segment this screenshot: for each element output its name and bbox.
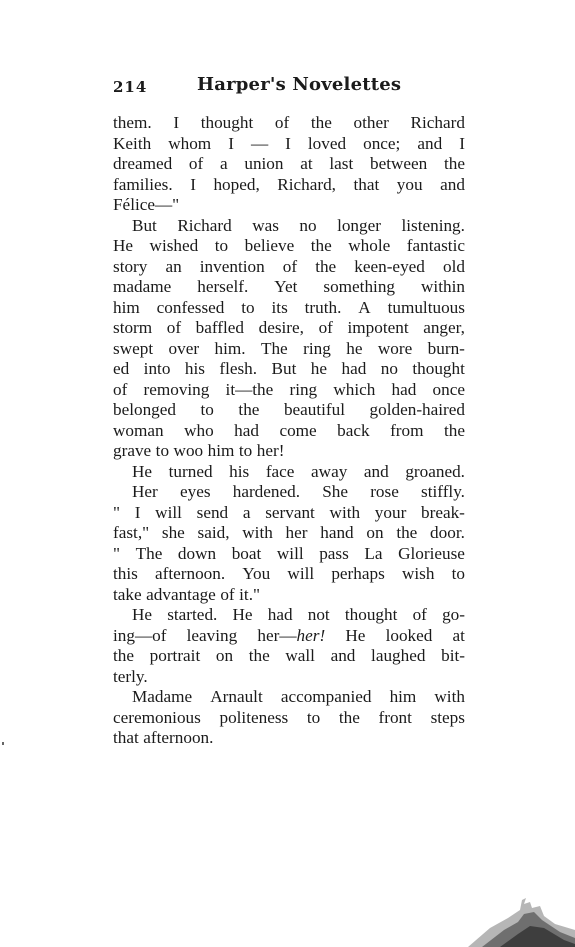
text-line	[113, 708, 465, 729]
word: the	[315, 256, 337, 276]
word: leaving	[186, 625, 238, 645]
word: storm	[113, 318, 153, 337]
word: eyes	[179, 482, 211, 501]
word: was	[252, 215, 279, 235]
word: golden-haired	[369, 400, 465, 419]
word: La	[364, 543, 383, 563]
word: that	[353, 174, 380, 194]
word: thought	[412, 359, 465, 378]
text-line	[113, 626, 465, 647]
word: thought	[200, 113, 254, 132]
word: I	[134, 502, 141, 522]
word: the	[396, 523, 418, 542]
word: to	[241, 297, 255, 317]
word: "	[113, 543, 121, 563]
word: anger,	[423, 318, 465, 337]
word: The	[260, 338, 288, 358]
word: ceremonious	[113, 707, 201, 727]
word: once	[432, 379, 465, 399]
text-line	[113, 462, 465, 483]
text-line	[113, 216, 465, 237]
word: wished	[149, 236, 199, 255]
word: I	[285, 133, 291, 153]
word: dreamed	[113, 154, 173, 173]
word: You	[242, 564, 271, 583]
word: she	[161, 523, 185, 542]
word: hoped,	[213, 174, 260, 194]
body-text	[113, 113, 465, 749]
word: wore	[377, 338, 413, 358]
word: and	[440, 174, 465, 194]
word: to	[306, 707, 321, 727]
word: with	[434, 687, 465, 706]
word: baffled	[195, 318, 245, 337]
word: the	[113, 646, 134, 665]
word: and	[417, 133, 443, 153]
word: looked	[385, 625, 433, 645]
word: started.	[167, 605, 218, 624]
word: had	[267, 605, 293, 624]
word: Glorieuse	[398, 543, 465, 563]
word: flesh.	[219, 359, 258, 378]
word: pass	[319, 543, 349, 563]
word: a	[219, 154, 228, 173]
word: impotent	[347, 318, 409, 337]
word: to	[155, 441, 170, 460]
word: his	[184, 359, 205, 378]
word: to	[214, 236, 229, 255]
word: burn-	[427, 338, 465, 358]
word: at	[300, 154, 313, 173]
word: other	[353, 113, 389, 132]
word: its	[271, 297, 288, 317]
text-line	[113, 277, 465, 298]
word: removing	[143, 379, 210, 399]
word: advantage	[146, 584, 216, 604]
word: ing—of	[113, 625, 167, 645]
text-line	[113, 175, 465, 196]
word: grave	[113, 441, 152, 460]
page-number: 214	[113, 78, 148, 96]
word: the	[443, 154, 465, 173]
word: He	[132, 461, 153, 481]
word: on	[366, 523, 384, 542]
word: story	[113, 256, 148, 276]
word: away	[311, 461, 348, 481]
word: loved	[307, 133, 347, 153]
word: A	[358, 297, 371, 317]
word: the	[310, 113, 332, 132]
word: afternoon.	[155, 564, 226, 583]
word: him	[389, 687, 417, 706]
word: door.	[430, 523, 465, 542]
word: belonged	[113, 400, 177, 419]
word: "	[113, 502, 121, 522]
word: He	[345, 625, 366, 645]
text-line	[113, 728, 465, 749]
text-line	[113, 359, 465, 380]
text-line	[113, 605, 465, 626]
word: wall	[285, 646, 315, 665]
stray-ink-mark	[2, 742, 4, 745]
word: invention	[199, 256, 265, 276]
text-line	[113, 667, 465, 688]
word: an	[165, 256, 182, 276]
word: He	[232, 605, 253, 624]
word: Richard	[177, 215, 232, 235]
word: his	[229, 461, 250, 481]
word: accompanied	[280, 687, 372, 706]
text-line	[113, 646, 465, 667]
word: between	[369, 154, 428, 173]
word: portrait	[149, 646, 201, 665]
word: ring	[303, 338, 331, 358]
word: of	[166, 318, 182, 337]
word: the	[443, 420, 465, 440]
word: them.	[113, 113, 152, 132]
text-line	[113, 236, 465, 257]
text-line	[113, 154, 465, 175]
word: tumultuous	[387, 297, 465, 317]
word: Richard	[410, 113, 465, 132]
word: turned	[168, 461, 213, 481]
word: swept	[113, 338, 154, 358]
word: no	[299, 215, 317, 235]
word: at	[452, 625, 465, 645]
text-line	[113, 318, 465, 339]
word: of	[220, 584, 235, 604]
word: who	[184, 420, 214, 440]
text-line	[113, 339, 465, 360]
text-line	[113, 400, 465, 421]
word: send	[196, 502, 229, 522]
word: wish	[401, 564, 435, 583]
word: laughed	[371, 646, 426, 665]
word: The	[135, 543, 163, 563]
word: boat	[231, 543, 262, 563]
word: woman	[113, 420, 164, 440]
word: with	[242, 523, 273, 542]
word: the	[238, 400, 260, 419]
word: you	[396, 174, 423, 194]
word: groaned.	[405, 461, 465, 481]
word: madame	[113, 277, 172, 296]
word: families.	[113, 174, 173, 194]
word: rose	[370, 482, 399, 501]
word: stiffly.	[421, 482, 465, 501]
word: Arnault	[210, 687, 263, 706]
word: within	[421, 277, 465, 296]
running-head	[113, 74, 465, 100]
word: him	[113, 297, 140, 317]
word: he	[310, 359, 328, 378]
word: I	[190, 174, 196, 194]
word: the	[338, 707, 360, 727]
text-line	[113, 687, 465, 708]
word: on	[215, 646, 234, 665]
word: desire,	[258, 318, 304, 337]
word: He	[113, 236, 134, 255]
word: and	[330, 646, 356, 665]
text-line	[113, 380, 465, 401]
italic-word: her!	[296, 625, 326, 645]
word: break-	[421, 502, 465, 522]
text-line	[113, 113, 465, 134]
word: Madame	[132, 687, 193, 706]
text-line	[113, 257, 465, 278]
word: to	[238, 441, 253, 460]
word: last	[329, 154, 354, 173]
word: her—her!	[257, 625, 326, 645]
word: had	[234, 420, 259, 440]
word: of	[188, 154, 204, 173]
word: bit-	[441, 646, 465, 665]
word: confessed	[156, 297, 225, 317]
word: fast,"	[113, 523, 150, 542]
word: woo	[173, 441, 204, 460]
word: Yet	[274, 277, 298, 296]
word: her!	[256, 441, 285, 460]
word: the	[248, 646, 270, 665]
word: —	[250, 133, 269, 153]
word: steps	[430, 707, 465, 727]
word: Keith	[113, 133, 152, 153]
word: said,	[197, 523, 230, 542]
word: of	[412, 605, 427, 624]
word: to	[200, 400, 214, 419]
word: Her	[132, 482, 158, 501]
word: of	[282, 256, 298, 276]
word: believe	[244, 236, 295, 255]
text-line	[113, 195, 465, 216]
word: I	[173, 113, 180, 132]
word: something	[323, 277, 396, 296]
word: that	[113, 728, 139, 747]
word: it—the	[225, 379, 274, 399]
word: ring	[289, 379, 318, 399]
word: he	[346, 338, 363, 358]
word: it."	[239, 584, 261, 604]
word: your	[374, 502, 407, 522]
running-title: Harper's Novelettes	[197, 74, 402, 95]
word: Félice—"	[113, 195, 180, 214]
text-line	[113, 134, 465, 155]
word: from	[390, 420, 424, 440]
text-line	[113, 523, 465, 544]
word: a	[242, 502, 251, 522]
word: go-	[442, 605, 465, 624]
word: But	[271, 359, 297, 378]
word: I	[228, 133, 234, 153]
word: her	[285, 523, 308, 542]
word: will	[155, 502, 182, 522]
word: whole	[348, 236, 391, 255]
word: truth.	[304, 297, 342, 317]
word: face	[265, 461, 295, 481]
word: which	[333, 379, 376, 399]
word: afternoon.	[143, 728, 214, 747]
word: perhaps	[331, 564, 385, 583]
word: no	[380, 359, 398, 378]
word: will	[276, 543, 304, 563]
text-line	[113, 585, 465, 606]
word: listening.	[401, 215, 465, 235]
word: of	[318, 318, 333, 337]
word: hand	[320, 523, 354, 542]
word: front	[378, 707, 412, 727]
word: not	[307, 605, 330, 624]
word: the	[310, 236, 332, 255]
word: once;	[363, 133, 401, 153]
word: union	[244, 154, 284, 173]
text-line	[113, 503, 465, 524]
word: But	[132, 215, 157, 235]
word: of	[113, 379, 128, 399]
word: keen-eyed	[354, 256, 425, 276]
word: She	[322, 482, 348, 501]
word: and	[363, 461, 389, 481]
text-line	[113, 482, 465, 503]
word: come	[279, 420, 317, 440]
word: with	[329, 502, 361, 522]
word: take	[113, 584, 142, 604]
text-line	[113, 564, 465, 585]
corner-scan-smudge	[460, 888, 575, 947]
word: thought	[344, 605, 398, 624]
text-line	[113, 441, 465, 462]
word: terly.	[113, 666, 148, 686]
word: old	[442, 256, 465, 276]
word: into	[143, 359, 171, 378]
text-line	[113, 298, 465, 319]
word: to	[451, 564, 465, 583]
word: of	[274, 113, 290, 132]
word: fantastic	[406, 236, 465, 255]
word: will	[287, 564, 315, 583]
word: him.	[214, 338, 246, 358]
word: over	[168, 338, 200, 358]
word: I	[459, 133, 465, 153]
word: Richard,	[277, 174, 336, 194]
word: ed	[113, 359, 130, 378]
word: had	[391, 379, 417, 399]
word: politeness	[219, 707, 289, 727]
word: back	[337, 420, 370, 440]
word: down	[177, 543, 217, 563]
word: servant	[265, 502, 315, 522]
word: whom	[168, 133, 212, 153]
word: him	[207, 441, 235, 460]
text-line	[113, 421, 465, 442]
word: hardened.	[232, 482, 301, 501]
word: beautiful	[283, 400, 346, 419]
word: longer	[337, 215, 381, 235]
word: had	[341, 359, 367, 378]
word: this	[113, 564, 138, 583]
word: He	[132, 605, 153, 624]
text-line	[113, 544, 465, 565]
word: herself.	[197, 277, 249, 296]
